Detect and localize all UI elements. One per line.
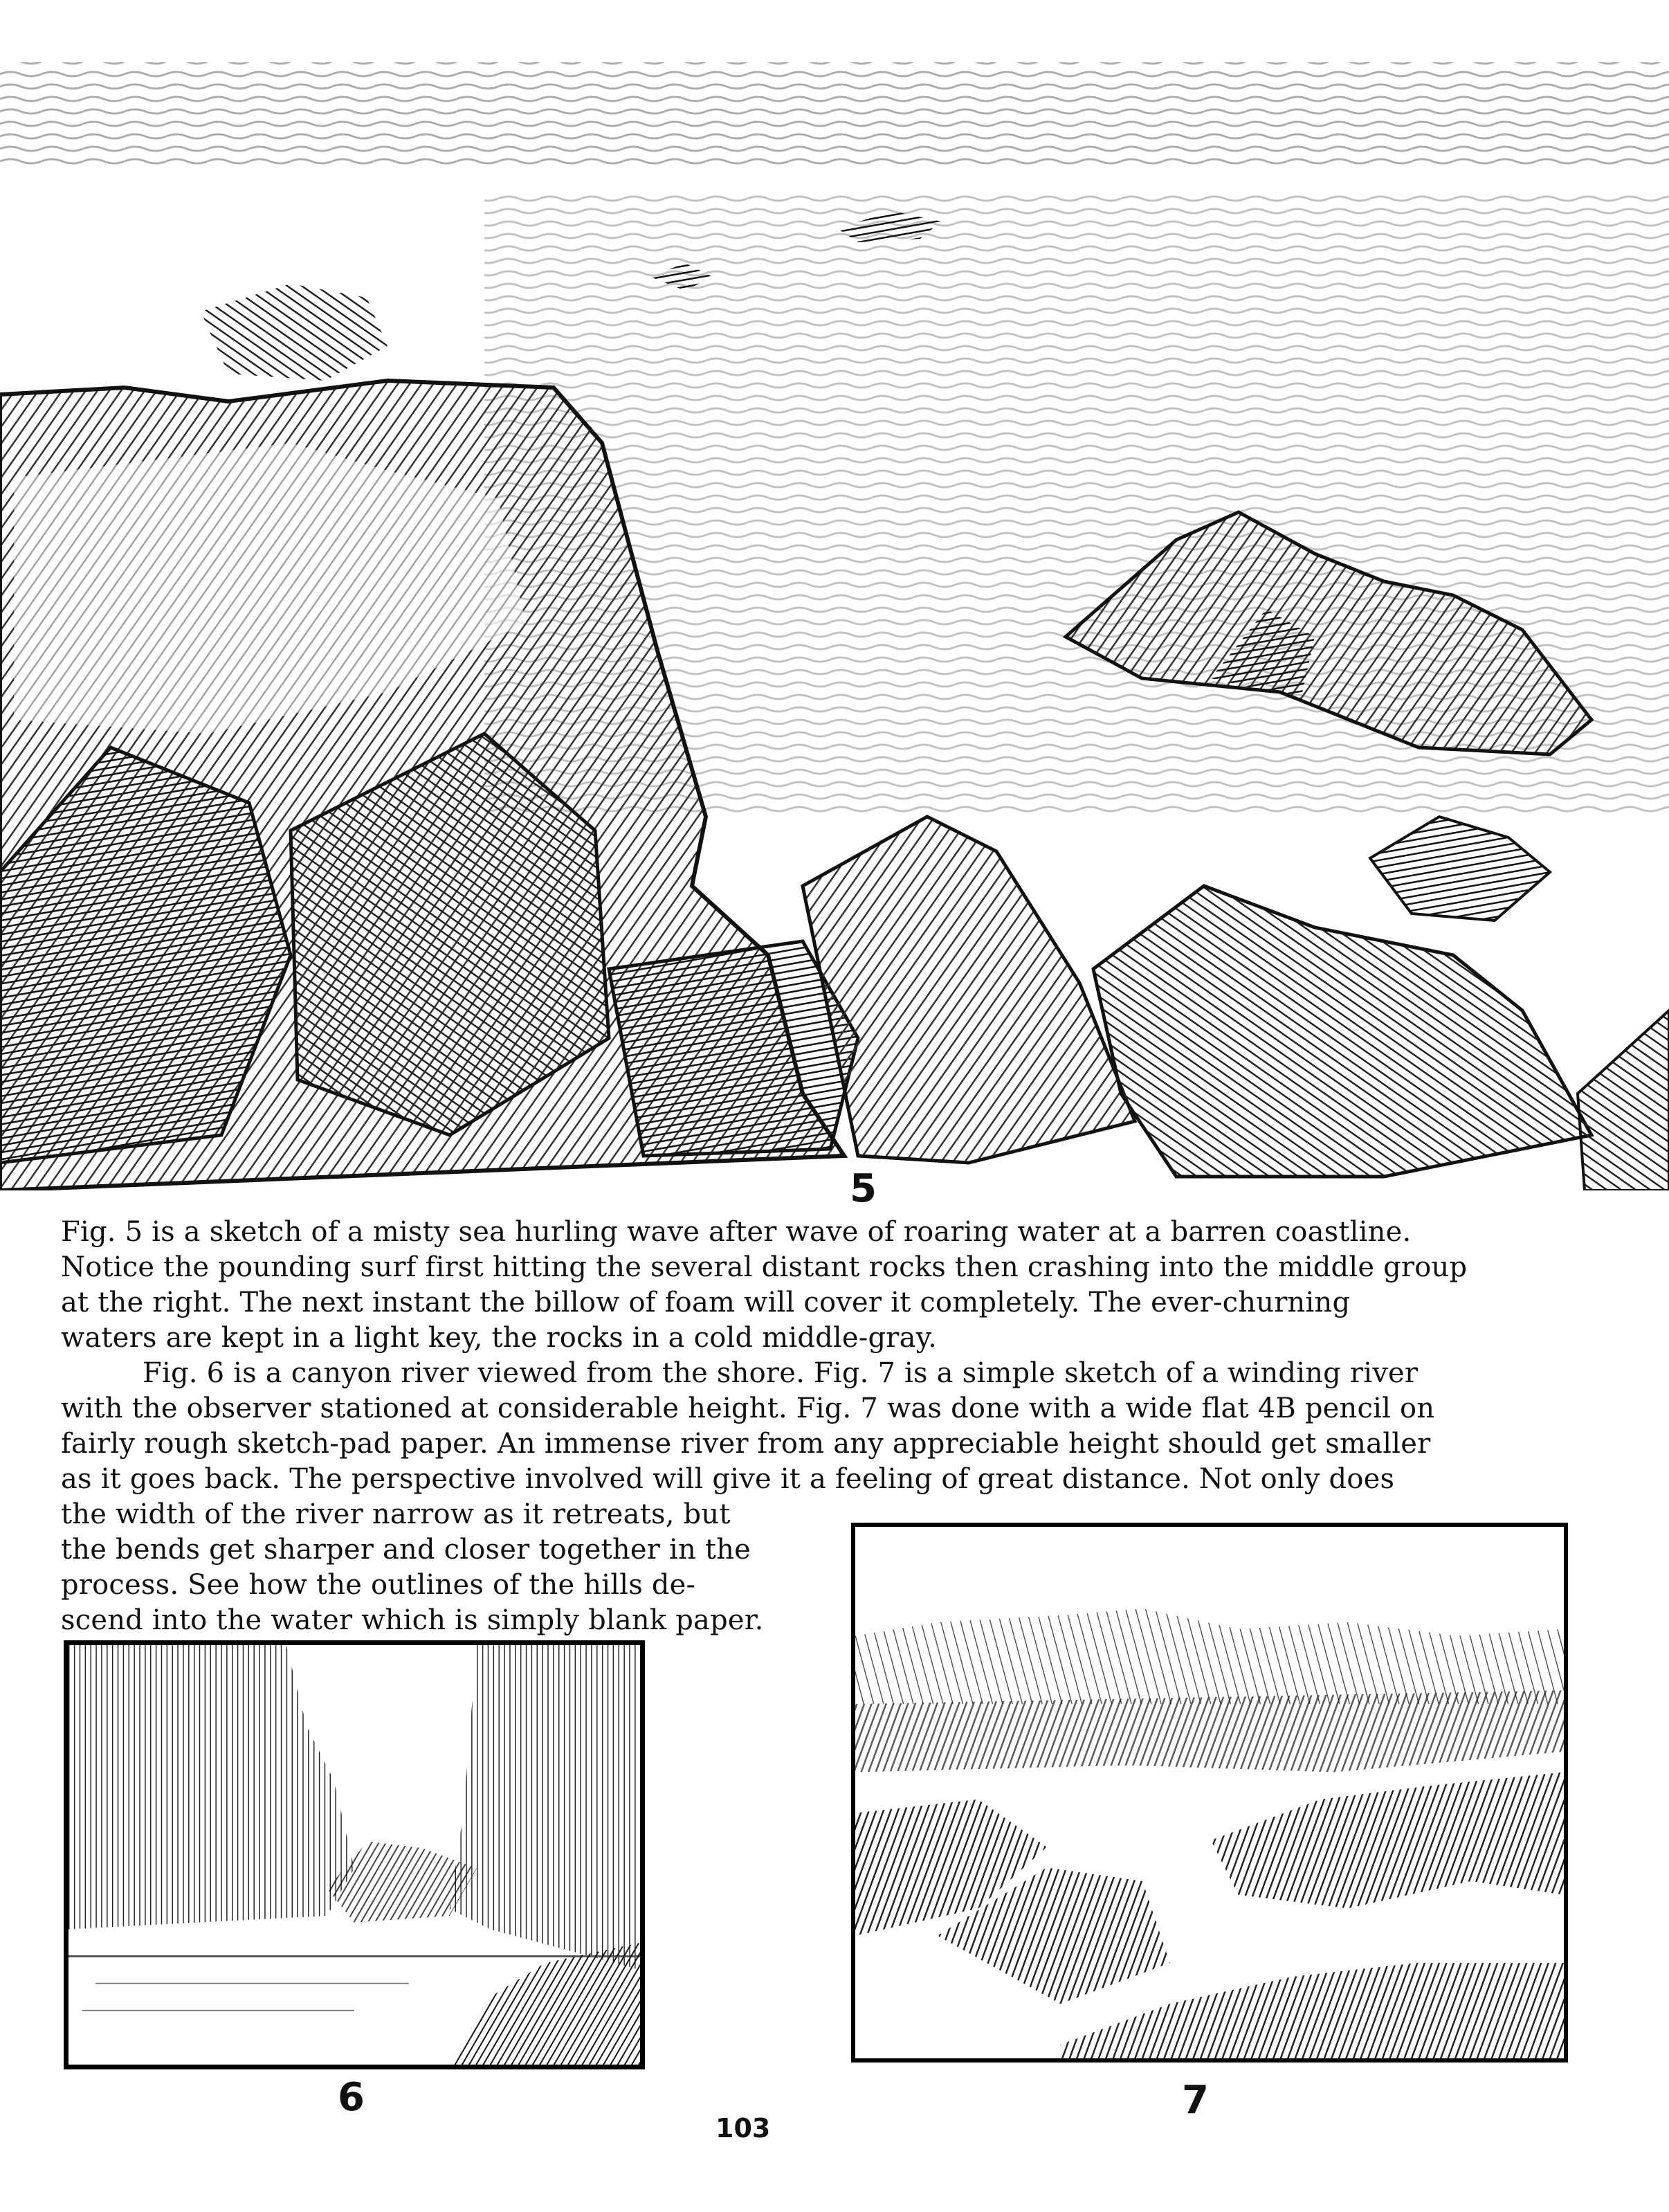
figure-7-number: 7 <box>1182 2078 1209 2123</box>
text-line: Notice the pounding surf first hitting the several distant rocks then crashing into the middle group <box>61 1251 1468 1283</box>
text-line: fairly rough sketch-pad paper. An immense river from any appreciable height should get smaller <box>61 1428 1431 1460</box>
text-line: the width of the river narrow as it retreats, but <box>61 1498 731 1530</box>
page-number: 103 <box>715 2113 771 2143</box>
caption-paragraph-3 <box>61 1497 764 1638</box>
text-line: Fig. 6 is a canyon river viewed from the shore. Fig. 7 is a simple sketch of a winding river <box>143 1357 1419 1389</box>
caption-paragraph-1 <box>61 1215 1467 1356</box>
text-line: waters are kept in a light key, the rocks in a cold middle-gray. <box>61 1322 938 1354</box>
caption-paragraph-2 <box>61 1356 1434 1497</box>
text-line: with the observer stationed at considerable height. Fig. 7 was done with a wide flat 4B pencil on <box>61 1393 1435 1424</box>
text-line: scend into the water which is simply blank paper. <box>61 1604 764 1636</box>
text-line: as it goes back. The perspective involved will give it a feeling of great distance. Not only does <box>61 1463 1395 1495</box>
text-line: process. See how the outlines of the hills de- <box>61 1569 696 1601</box>
figure-6-number: 6 <box>338 2075 365 2120</box>
figure-5-number: 5 <box>850 1166 877 1211</box>
figure-6-canyon-river-sketch <box>64 1640 645 2069</box>
figure-7-winding-river-sketch <box>851 1523 1568 2063</box>
text-line: the bends get sharper and closer together in the <box>61 1534 751 1566</box>
text-line: at the right. The next instant the billow of foam will cover it completely. The ever-churning <box>61 1287 1351 1318</box>
figure-5-coastline-sketch <box>0 55 1669 1190</box>
text-line: Fig. 5 is a sketch of a misty sea hurling wave after wave of roaring water at a barren coastline. <box>61 1216 1412 1248</box>
